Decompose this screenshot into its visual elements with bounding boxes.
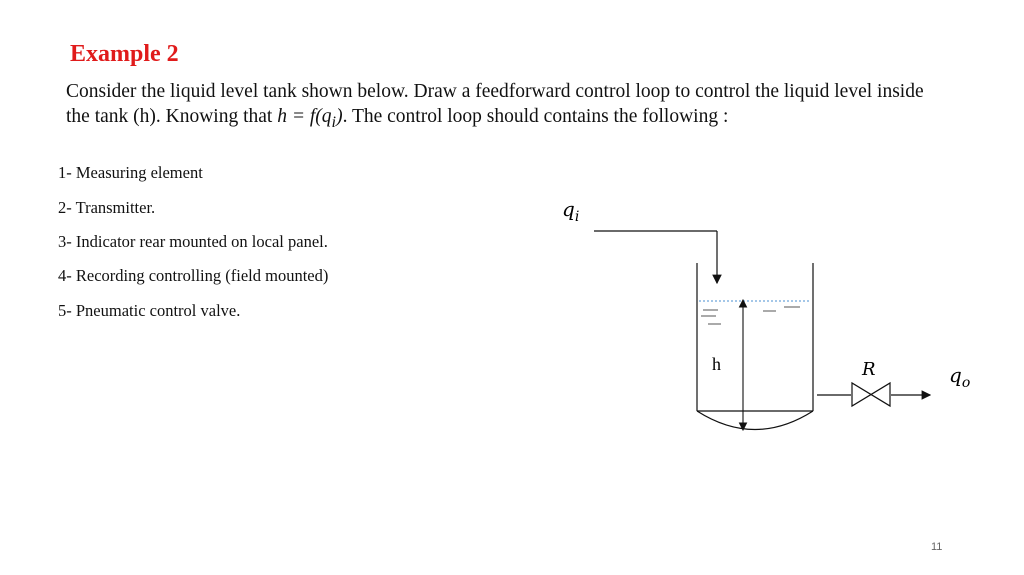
statement-text-end: . The control loop should contains the following : xyxy=(342,106,729,127)
formula-main: h = f(q xyxy=(277,106,332,127)
list-item: 2- Transmitter. xyxy=(58,198,156,217)
height-label: h xyxy=(712,354,721,374)
liquid-hatch xyxy=(701,307,800,324)
list-item: 4- Recording controlling (field mounted) xyxy=(58,266,329,285)
inflow-label: $q_i$ xyxy=(562,197,580,225)
resistance-label: R xyxy=(862,359,876,380)
outflow-label: $q_o$ xyxy=(949,363,971,391)
valve-icon xyxy=(852,383,890,406)
list-item: 3- Indicator rear mounted on local panel. xyxy=(58,232,328,251)
formula-close: ) xyxy=(336,106,343,127)
inflow-pipe xyxy=(594,231,717,283)
slide-title: Example 2 xyxy=(70,41,179,67)
statement-text: Consider the liquid level tank shown below. Draw a feedforward control loop to control the liquid level inside the tank (h). Knowing that xyxy=(66,81,924,127)
list-item: 1- Measuring element xyxy=(58,163,203,182)
page-number: 11 xyxy=(931,541,943,553)
formula-subscript: i xyxy=(331,112,337,131)
tank xyxy=(697,263,813,430)
list-item: 5- Pneumatic control valve. xyxy=(58,301,241,320)
